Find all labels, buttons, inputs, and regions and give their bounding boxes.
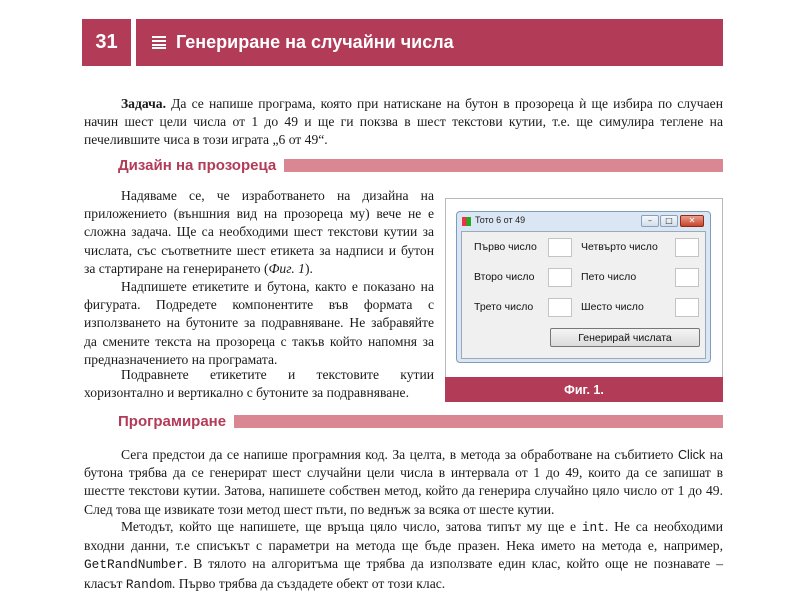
- prog-p2-text-b: . Не са необходими входни данни, т.е списъкът с параметри на метода ще бъде празен. Нека името на метода е, например,: [84, 519, 724, 554]
- label-fifth-number: Пето число: [581, 271, 637, 283]
- prog-p1-text-a: Сега предстои да се напише програмния код. За целта, в метода за обработване на събитието: [121, 447, 678, 462]
- label-sixth-number: Шесто число: [581, 301, 644, 313]
- book-icon: [152, 36, 166, 49]
- window-title: Тото 6 от 49: [475, 215, 526, 225]
- prog-p2-text-a: Методът, който ще напишете, ще връща цяло число, затова типът му ще е: [121, 519, 582, 534]
- section-programming-title: Програмиране: [118, 412, 227, 430]
- generate-numbers-button[interactable]: Генерирай числата: [550, 328, 700, 347]
- prog-p1-text-b: на бутона трябва да се генерират шест случайни цели числа в интервала от 1 до 49, които да се запишат в шестте текстови кутии. Затова, напишете собствен метод, който да генерира случайно цяло число от 1 до 49. След това ще извикате този метод шест пъти, по веднъж за всяка от шесте кутии.: [84, 447, 723, 517]
- design-paragraph-1: [84, 187, 434, 278]
- programming-paragraph-2: [84, 518, 723, 594]
- textbox-sixth-number[interactable]: [675, 298, 699, 317]
- label-third-number: Трето число: [474, 301, 534, 313]
- textbox-third-number[interactable]: [548, 298, 572, 317]
- section-divider: [284, 159, 723, 172]
- design-paragraph-2: Надпишете етикетите и бутона, както е показано на фигурата. Подредете компонентите във формата с използването на бутоните за подравняване. Не забравяйте да смените текста на прозореца с такъв който напомня за предназначението на програмата.: [84, 279, 434, 367]
- code-method-name: GetRandNumber: [84, 557, 184, 573]
- lesson-number: 31: [82, 19, 131, 66]
- app-icon: [462, 217, 471, 226]
- section-divider: [234, 415, 723, 428]
- section-design-title: Дизайн на прозореца: [118, 156, 277, 174]
- task-text: Да се напише програма, която при натискане на бутон в прозореца ѝ ще избира по случаен начин шест цели числа от 1 до 49 и ще ги покзва в шест текстови кутии, т.е. ще симулира теглене на печелившите чиса в този играта „6 от 49“.: [84, 96, 723, 148]
- window-client-area: [461, 231, 706, 359]
- task-paragraph: [84, 95, 723, 150]
- prog-p2-text-d: . Първо трябва да създадете обект от този клас.: [171, 575, 446, 591]
- section-programming-heading: [118, 411, 723, 431]
- figure-caption: Фиг. 1.: [445, 377, 723, 402]
- textbox-fourth-number[interactable]: [675, 238, 699, 257]
- lesson-title: Генериране на случайни числа: [176, 32, 454, 52]
- task-label: Задача.: [121, 96, 166, 111]
- textbox-first-number[interactable]: [548, 238, 572, 257]
- textbox-fifth-number[interactable]: [675, 268, 699, 287]
- figure-reference: Фиг. 1: [268, 260, 305, 276]
- programming-paragraph-1: [84, 446, 723, 519]
- design-p1-text: Надяваме се, че изработването на дизайна на приложението (външния вид на прозореца му) вече не е сложна задача. Ще са необходими шест текстови кутии за числата, със съответните шест етикета за надписи и бутон за стартиране на генерирането (: [84, 188, 434, 276]
- close-icon[interactable]: ✕: [680, 215, 704, 227]
- maximize-icon[interactable]: □: [660, 215, 678, 227]
- design-paragraph-3: Подравнете етикетите и текстовите кутии хоризонтално и вертикално с бутоните за подравняване.: [84, 367, 434, 401]
- label-fourth-number: Четвърто число: [581, 241, 658, 253]
- app-window: [456, 211, 711, 363]
- event-name-click: Click: [677, 448, 706, 462]
- label-second-number: Второ число: [474, 271, 535, 283]
- prog-p2-text-c: . В тялото на алгоритъма ще трябва да използвате един клас, който още не познавате – класът: [84, 556, 723, 591]
- lesson-header: [136, 19, 723, 66]
- section-design-heading: [118, 155, 723, 175]
- code-int: int: [581, 520, 605, 535]
- design-p1-end: ).: [304, 260, 313, 276]
- minimize-icon[interactable]: –: [641, 215, 659, 227]
- window-titlebar: [457, 212, 710, 231]
- textbox-second-number[interactable]: [548, 268, 572, 287]
- code-random-class: Random: [125, 576, 172, 592]
- label-first-number: Първо число: [474, 241, 537, 253]
